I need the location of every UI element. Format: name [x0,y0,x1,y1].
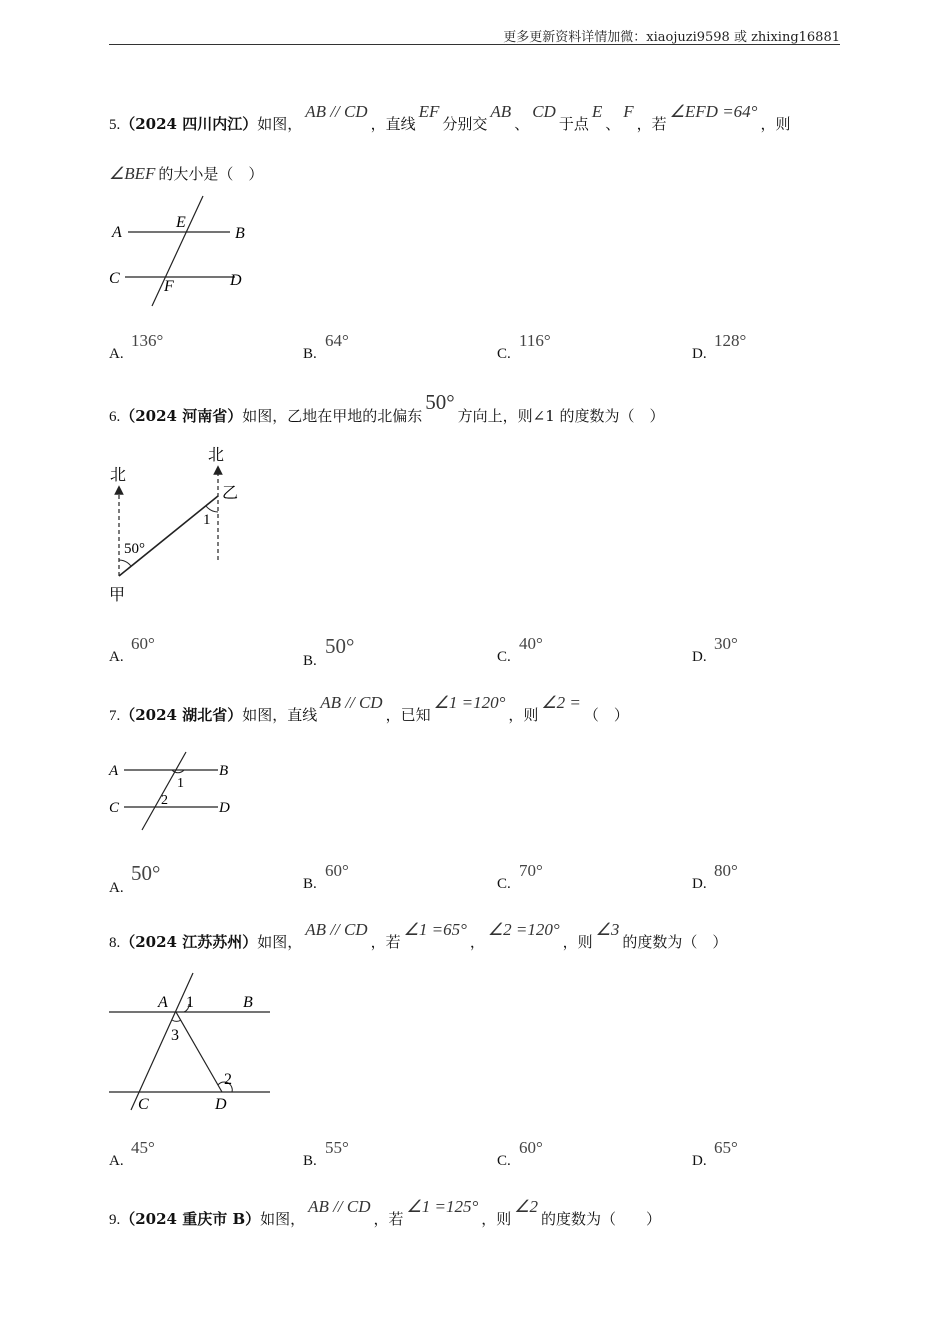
option-value: 64° [325,331,349,350]
question-7-line-1 [109,693,629,725]
option-a[interactable] [109,861,161,898]
option-d[interactable] [692,861,738,893]
option-a[interactable] [109,1138,155,1170]
option-b[interactable] [303,331,349,363]
label-b: B [235,225,245,242]
question-number: 9. [109,1212,121,1228]
label-c: C [109,800,120,816]
option-letter: A. [109,880,124,896]
label-jia: 甲 [109,587,126,604]
question-8-line-1 [109,920,728,952]
option-value: 65° [714,1138,738,1157]
question-text: 如图，乙地在甲地的北偏东 [242,407,423,425]
label-angle-1: 1 [177,776,184,791]
math-expression: ∠2 [514,1197,539,1216]
math-expression: ∠1 =120° [433,693,506,712]
question-number: 6. [109,409,121,425]
question-number: 7. [109,708,121,724]
label-a: A [112,224,122,241]
label-b: B [243,994,253,1011]
math-expression: ∠BEF [109,164,156,183]
transversal [142,752,186,830]
math-expression: AB // CD [305,102,368,121]
question-text: ，若 [370,933,401,951]
question-text: ，则 [481,1210,512,1228]
option-b[interactable] [303,861,349,893]
label-c: C [109,270,120,287]
question-text: ，则 [562,933,593,951]
option-value: 50° [131,861,161,885]
label-a: A [109,763,119,779]
label-angle-1: 1 [186,994,194,1011]
label-c: C [138,1096,149,1113]
question-text: ，若 [373,1210,404,1228]
math-expression: AB // CD [305,920,368,939]
math-expression: CD [532,102,556,121]
angle-50-arc [119,560,131,566]
math-expression: ∠EFD =64° [669,102,758,121]
figure-q5-parallel-lines [100,190,260,315]
label-d: D [215,1096,227,1113]
question-source: （2024 重庆市 B） [120,1210,261,1228]
math-expression: AB // CD [320,693,383,712]
question-number: 5. [109,117,121,133]
option-letter: D. [692,649,707,665]
option-letter: C. [497,346,511,362]
option-d[interactable] [692,1138,738,1170]
line-jia-yi [119,496,218,576]
question-text: 如图，直线 [242,706,318,724]
option-value: 40° [519,634,543,653]
question-text: 、 [514,115,530,133]
option-c[interactable] [497,1138,543,1170]
option-letter: B. [303,876,317,892]
option-b[interactable] [303,634,355,671]
question-text: 、 [605,115,621,133]
angle-3-arc [172,1020,181,1021]
label-e: E [176,214,186,231]
option-value: 60° [519,1138,543,1157]
option-letter: D. [692,1153,707,1169]
label-a: A [158,994,168,1011]
question-text: ， [469,933,485,951]
label-north: 北 [110,467,127,484]
option-value: 50° [325,634,355,658]
option-d[interactable] [692,634,738,666]
option-value: 55° [325,1138,349,1157]
option-value: 70° [519,861,543,880]
transversal-ef [152,196,203,306]
question-5-line-2 [109,163,263,184]
header-divider [109,44,840,45]
math-expression: ∠1 =125° [406,1197,479,1216]
option-d[interactable] [692,331,747,363]
option-value: 30° [714,634,738,653]
option-c[interactable] [497,861,543,893]
question-text: ，则 [508,706,539,724]
figure-q7-parallel-lines [100,748,250,838]
label-angle-1: 1 [203,512,211,528]
line-ad [176,1012,222,1092]
math-expression: ∠2 =120° [487,920,560,939]
label-yi: 乙 [222,485,239,502]
label-angle-2: 2 [224,1071,232,1088]
option-value: 128° [714,331,747,350]
math-expression: 50° [425,390,455,414]
option-letter: C. [497,1153,511,1169]
label-angle-3: 3 [171,1027,179,1044]
option-a[interactable] [109,331,164,363]
question-text: 方向上，则∠1 的度数为（ ） [457,407,665,425]
option-letter: B. [303,346,317,362]
page-header: 更多更新资料详情加微：xiaojuzi9598 或 zhixing16881 [503,30,840,45]
math-expression: E [591,102,603,121]
label-b: B [219,763,229,779]
question-text: 的度数为（ ） [541,1210,662,1228]
question-text: ，直线 [370,115,416,133]
math-expression: F [623,102,634,121]
option-c[interactable] [497,634,543,666]
option-value: 136° [131,331,164,350]
figure-q8-triangle [100,968,280,1118]
question-source: （2024 四川内江） [120,115,258,133]
question-source: （2024 湖北省） [120,706,243,724]
math-expression: AB // CD [308,1197,371,1216]
label-d: D [230,272,242,289]
option-letter: A. [109,1153,124,1169]
question-text: （ ） [583,706,629,724]
question-text: ，若 [636,115,667,133]
option-a[interactable] [109,634,155,666]
question-text: 如图， [257,115,303,133]
option-letter: C. [497,649,511,665]
option-value: 80° [714,861,738,880]
option-b[interactable] [303,1138,349,1170]
label-angle-2: 2 [161,793,168,808]
math-expression: ∠2 = [541,693,581,712]
option-letter: D. [692,346,707,362]
question-6-line-1 [109,390,665,427]
question-source: （2024 江苏苏州） [120,933,258,951]
option-letter: A. [109,346,124,362]
math-expression: ∠3 [595,920,620,939]
option-value: 116° [519,331,551,350]
math-expression: AB [490,102,512,121]
question-text: 分别交 [442,115,488,133]
question-text: 的度数为（ ） [622,933,728,951]
question-text: 于点 [558,115,589,133]
math-expression: ∠1 =65° [403,920,467,939]
question-text: ，则 [760,115,791,133]
question-number: 8. [109,935,121,951]
label-north: 北 [208,447,225,464]
question-text: ，已知 [385,706,431,724]
option-letter: C. [497,876,511,892]
question-text: 如图， [257,933,303,951]
option-value: 60° [131,634,155,653]
option-letter: B. [303,653,317,669]
option-letter: A. [109,649,124,665]
label-angle-50: 50° [124,541,145,557]
label-d: D [219,800,230,816]
option-value: 60° [325,861,349,880]
question-text: 的大小是（ ） [158,165,264,183]
option-c[interactable] [497,331,551,363]
math-expression: EF [418,102,440,121]
option-value: 45° [131,1138,155,1157]
question-9-line-1 [109,1197,662,1229]
figure-q6-direction [100,440,260,610]
question-5-line-1 [109,102,791,134]
option-letter: D. [692,876,707,892]
question-text: 如图， [260,1210,306,1228]
option-letter: B. [303,1153,317,1169]
label-f: F [164,278,174,295]
question-source: （2024 河南省） [120,407,243,425]
